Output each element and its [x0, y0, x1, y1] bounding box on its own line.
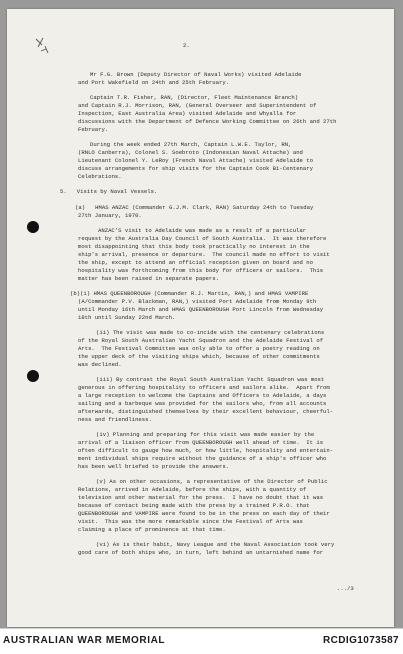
body-text-line: (iii) By contrast the Royal South Australian Yacht Squadron was most — [96, 376, 325, 383]
body-text-line: often difficult to gauge how much, or how little, hospitality and entertain- — [78, 447, 334, 454]
body-text-line: claiming a place of prominence at that time. — [78, 526, 226, 533]
body-text-line: arrival of a liaison officer from QUEENBOROUGH well ahead of time. It is — [78, 439, 324, 446]
body-text-line: (vi) As is their habit, Navy League and the Naval Association took very — [96, 541, 335, 548]
body-text-line: Celebrations. — [78, 173, 122, 180]
body-text-line: QUEENBOROUGH and VAMPIRE were found to be in the press on each day of their — [78, 510, 330, 517]
body-text-line: and Captain R.J. Morrison, RAN, (General Overseer and Superintendent of — [78, 102, 317, 109]
body-text-line: a large reception to welcome the Captains and Officers to Adelaide, a days — [78, 392, 327, 399]
body-text-line: Lieutenant Colonel Y. LeRoy (French Naval Attache) visited Adelaide to — [78, 157, 313, 164]
body-text-line: Captain T.R. Fisher, RAN, (Director, Fleet Maintenance Branch) — [90, 94, 299, 101]
body-text-line: Relations, arrived in Adelaide, before the ships, with a quantity of — [78, 486, 307, 493]
page-number: 2. — [183, 42, 190, 49]
section-heading: 5. Visits by Naval Vessels. — [60, 188, 158, 195]
body-text-line: February. — [78, 126, 109, 133]
body-text-line: good care of both ships who, in turn, left behind an untarnished name for — [78, 549, 324, 556]
handwritten-mark-icon — [33, 35, 53, 57]
body-text-line: until Monday 16th March and HMAS QUEENBOROUGH Port Lincoln from Wednesday — [78, 306, 324, 313]
body-text-line: television and other material for the press. I have no doubt that it was — [78, 494, 324, 501]
body-text-line: matter has been raised in separate papers. — [78, 275, 219, 282]
body-text-line: discuss arrangements for ship visits for the Captain Cook Bi-Centenary — [78, 165, 313, 172]
body-text-line: Arts. The Festival Committee was only able to offer a poetry reading on — [78, 345, 320, 352]
archive-footer — [0, 628, 403, 654]
body-text-line: (RNLO Canberra), Colonel S. Soebroto (Indonesian Naval Attache) and — [78, 149, 303, 156]
body-text-line: most disappointing that this body took practically no interest in the — [78, 243, 310, 250]
document-page — [7, 9, 394, 627]
body-text-line: Mr F.G. Brown (Deputy Director of Naval Works) visited Adelaide — [90, 71, 302, 78]
body-text-line: (A/Commander P.V. Blackman, RAN,) visited Port Adelaide from Monday 9th — [78, 298, 317, 305]
body-text-line: (ii) The visit was made to co-incide with the centenary celebrations — [96, 329, 325, 336]
body-text-line: of the Royal South Australian Yacht Squadron and the Adelaide Festival of — [78, 337, 324, 344]
body-text-line: request by the Australia Day Council of South Australia. It was therefore — [78, 235, 327, 242]
body-text-line: has been well briefed to provide the answers. — [78, 463, 230, 470]
body-text-line: visit. This was the more remarkable since the Festival of Arts was — [78, 518, 303, 525]
body-text-line: sailing and a barbeque was provided for the sailors who, from all accounts — [78, 400, 327, 407]
body-text-line: (iv) Planning and preparing for this visit was made easier by the — [96, 431, 315, 438]
body-text-line: Inspection, East Australia Area) visited Adelaide and Whyalla for — [78, 110, 297, 117]
body-text-line: ANZAC'S visit to Adelaide was made as a result of a particular — [98, 227, 307, 234]
body-text-line: (v) As on other occasions, a representative of the Director of Public — [96, 478, 328, 485]
body-text-line: because of contact being made with the press by a trained P.R.O. that — [78, 502, 310, 509]
body-text-line: afterwards, distinguished themselves by their excellent behaviour, cheerful- — [78, 408, 334, 415]
punch-hole-bottom — [27, 370, 39, 382]
body-text-line: 27th January, 1970. — [78, 212, 142, 219]
body-text-line: During the week ended 27th March, Captain L.W.E. Taylor, RN, — [90, 141, 292, 148]
body-text-line: was declined. — [78, 361, 122, 368]
body-text-line: generous in offering hospitality to officers and sailors alike. Apart from — [78, 384, 330, 391]
body-text-line: ment individual ships require without the guidance of a ship's officer who — [78, 455, 327, 462]
body-text-line: the ship, except to attend an official reception given on board and no — [78, 259, 313, 266]
punch-hole-top — [27, 221, 39, 233]
record-id: RCDIG1073587 — [323, 635, 399, 646]
institution-label: AUSTRALIAN WAR MEMORIAL — [3, 635, 166, 646]
continuation-marker: .../3 — [337, 585, 354, 592]
body-text-line: and Port Wakefield on 24th and 25th February. — [78, 79, 230, 86]
body-text-line: ship's arrival, presence or departure. The council made no effort to visit — [78, 251, 330, 258]
body-text-line: (a) HMAS ANZAC (Commander G.J.M. Clark, RAN) Saturday 24th to Tuesday — [75, 204, 314, 211]
body-text-line: the upper deck of the visiting ships which, because of other commitments — [78, 353, 320, 360]
body-text-line: 18th until Sunday 22nd March. — [78, 314, 176, 321]
body-text-line: hospitality was forthcoming from this body for officers or sailors. This — [78, 267, 324, 274]
body-text-line: (b)(i) HMAS QUEENBOROUGH (Commander R.J. Martin, RAN,) and HMAS VAMPIRE — [70, 290, 309, 297]
body-text-line: ness and friendliness. — [78, 416, 152, 423]
body-text-line: discussions with the Department of Defence Working Committee on 26th and 27th — [78, 118, 337, 125]
